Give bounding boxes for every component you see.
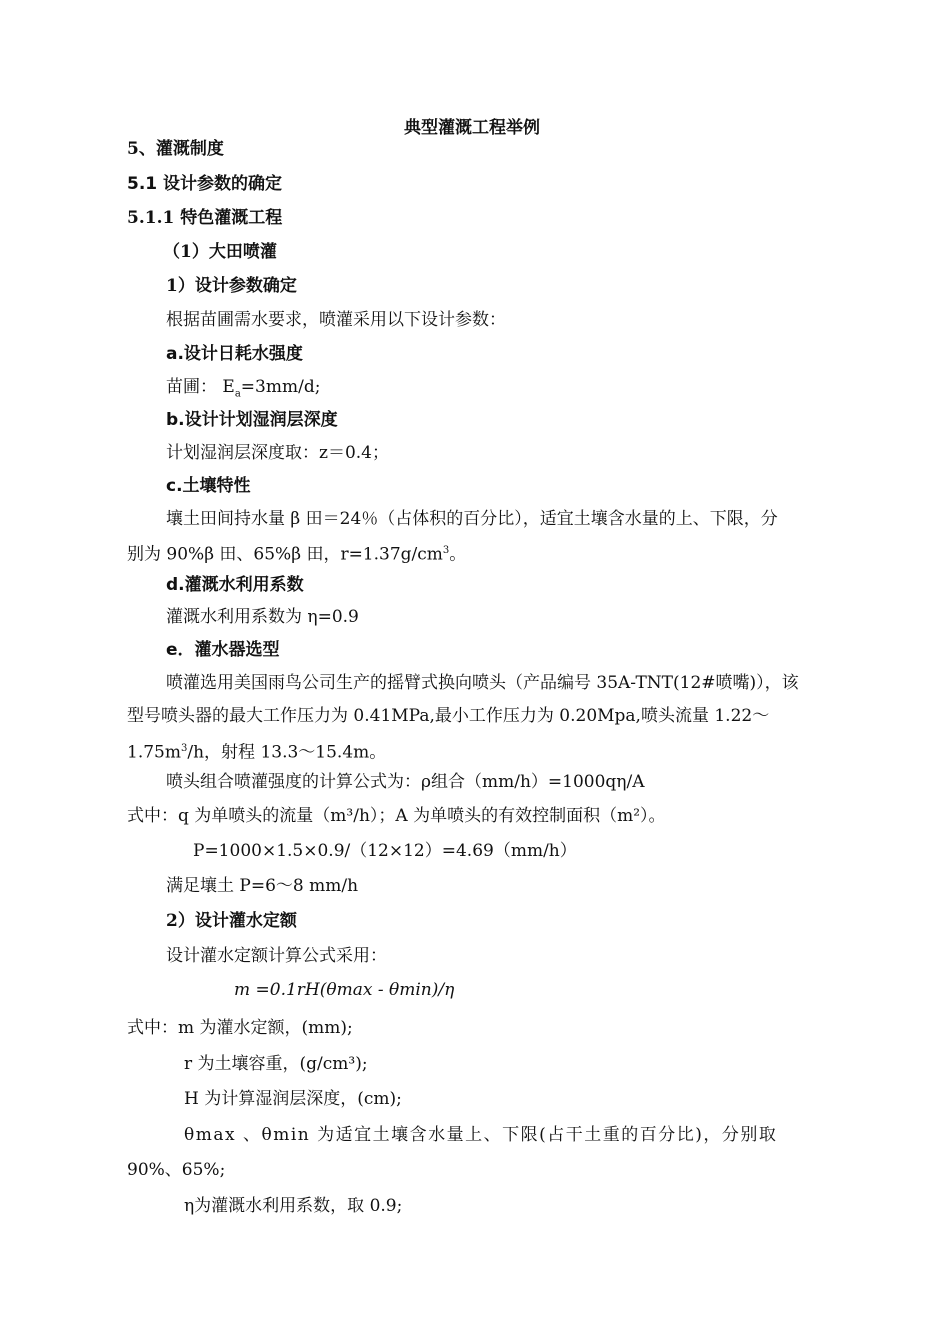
intensity-formula-line: 喷头组合喷灌强度的计算公式为：ρ组合（mm/h）=1000qη/A: [166, 772, 645, 792]
heading-d-efficiency: d.灌溉水利用系数: [166, 575, 304, 595]
b-value-line: 计划湿润层深度取：z＝0.4；: [166, 443, 389, 463]
heading-design-quota: 2）设计灌水定额: [166, 911, 297, 931]
satisfy-line: 满足壤土 P=6～8 mm/h: [166, 876, 359, 896]
d-value-line: 灌溉水利用系数为 η=0.9: [166, 607, 359, 627]
heading-irrigation-schedule: 5、灌溉制度: [127, 139, 224, 159]
where2-line-4: θmax 、θmin 为适宜土壤含水量上、下限(占干土重的百分比)，分别取: [184, 1125, 778, 1145]
intro-paragraph: 根据苗圃需水要求，喷灌采用以下设计参数：: [166, 310, 506, 330]
heading-e-emitter: e．灌水器选型: [166, 640, 280, 660]
where2-line-2: r 为土壤容重，(g/cm³);: [184, 1054, 368, 1074]
calculation-line: P=1000×1.5×0.9/（12×12）=4.69（mm/h）: [193, 841, 577, 861]
heading-a-daily-water: a.设计日耗水强度: [166, 344, 303, 364]
heading-c-soil: c.土壤特性: [166, 476, 251, 496]
where-line-1: 式中：q 为单喷头的流量（m³/h）；A 为单喷头的有效控制面积（m²）。: [127, 806, 666, 826]
heading-b-wet-layer: b.设计计划湿润层深度: [166, 410, 338, 430]
e-line-1: 喷灌选用美国雨鸟公司生产的摇臂式换向喷头（产品编号 35A-TNT(12#喷嘴)），该: [166, 673, 799, 693]
where2-line-1: 式中：m 为灌水定额，(mm);: [127, 1018, 353, 1038]
where2-line-3: H 为计算湿润层深度，(cm);: [184, 1089, 402, 1109]
heading-field-sprinkler: （1）大田喷灌: [163, 242, 277, 262]
quota-formula: m =0.1rH(θmax - θmin)/η: [234, 980, 455, 1000]
where2-line-6: η为灌溉水利用系数，取 0.9;: [184, 1196, 403, 1216]
e-line-3: $1.75m^3/h$，射程 13.3～15.4m。: [127, 742, 387, 763]
where2-line-5: 90%、65%;: [127, 1160, 226, 1180]
quota-intro: 设计灌水定额计算公式采用：: [166, 946, 387, 966]
a-value-line: 苗圃： $E_a=3mm/d$;: [166, 377, 321, 400]
heading-special-irrigation: 5.1.1 特色灌溉工程: [127, 208, 283, 228]
e-line-2: 型号喷头器的最大工作压力为 0.41MPa,最小工作压力为 0.20Mpa,喷头流量 1.22～: [127, 706, 770, 726]
c-line-2: 别为 90%β 田、65%β 田，$r=1.37g/cm^3$。: [127, 544, 467, 565]
heading-design-params: 5.1 设计参数的确定: [127, 174, 283, 194]
heading-param-determination: 1）设计参数确定: [166, 276, 297, 296]
doc-title: 典型灌溉工程举例: [404, 118, 540, 138]
c-line-1: 壤土田间持水量 β 田＝24％（占体积的百分比），适宜土壤含水量的上、下限，分: [166, 509, 778, 529]
